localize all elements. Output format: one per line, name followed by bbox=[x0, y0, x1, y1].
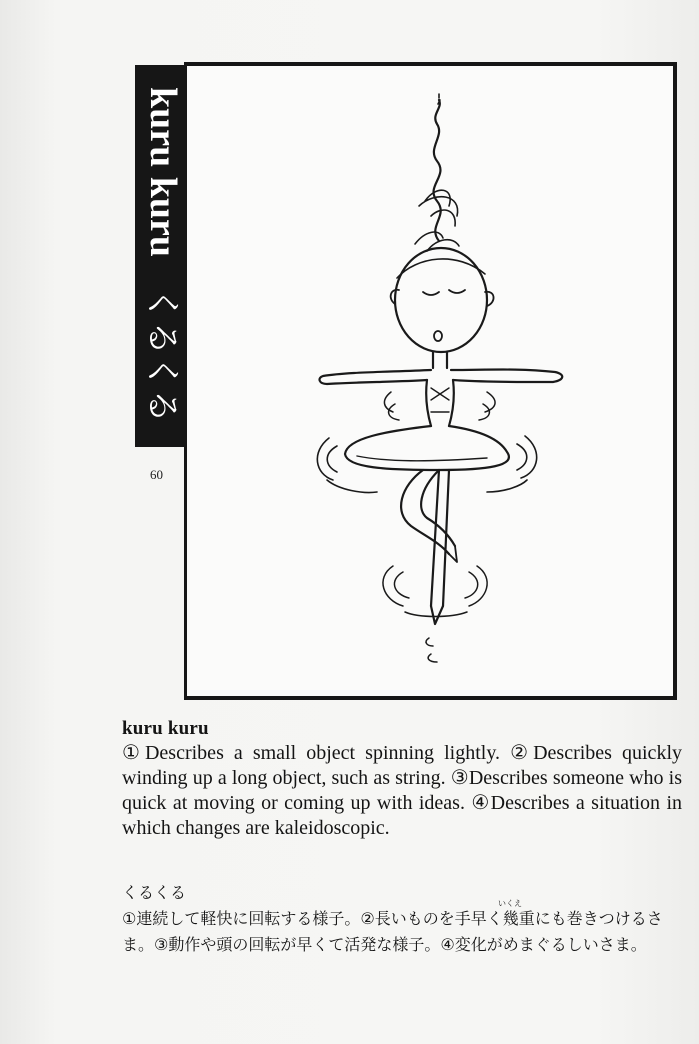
side-tab-kana: くるくる bbox=[142, 287, 182, 423]
japanese-heading: くるくる bbox=[122, 883, 187, 902]
entry-heading: kuru kuru bbox=[122, 718, 209, 739]
english-entry bbox=[122, 718, 682, 841]
side-tab-label bbox=[135, 65, 189, 447]
side-tab bbox=[135, 65, 189, 447]
page-number: 60 bbox=[150, 467, 163, 482]
furigana-ruby: いくえ bbox=[498, 899, 522, 908]
spinning-ballerina-icon bbox=[187, 66, 673, 696]
japanese-definition: ①連続して軽快に回転する様子。②長いものを手早く幾重にも巻きつけるさま。③動作や頭の回転が早くて活発な様子。④変化がめまぐるしいさま。 bbox=[122, 909, 663, 954]
japanese-entry bbox=[122, 880, 682, 958]
illustration-frame bbox=[184, 62, 677, 700]
side-tab-romaji: kuru kuru bbox=[142, 87, 184, 258]
entry-definition: ①Describes a small object spinning lightly. ②Describes quickly winding up a long object, such as string. ③Describes someone who is quick at moving or coming up with ideas. ④Describes a situation in which changes are kaleidoscopic. bbox=[122, 742, 682, 839]
